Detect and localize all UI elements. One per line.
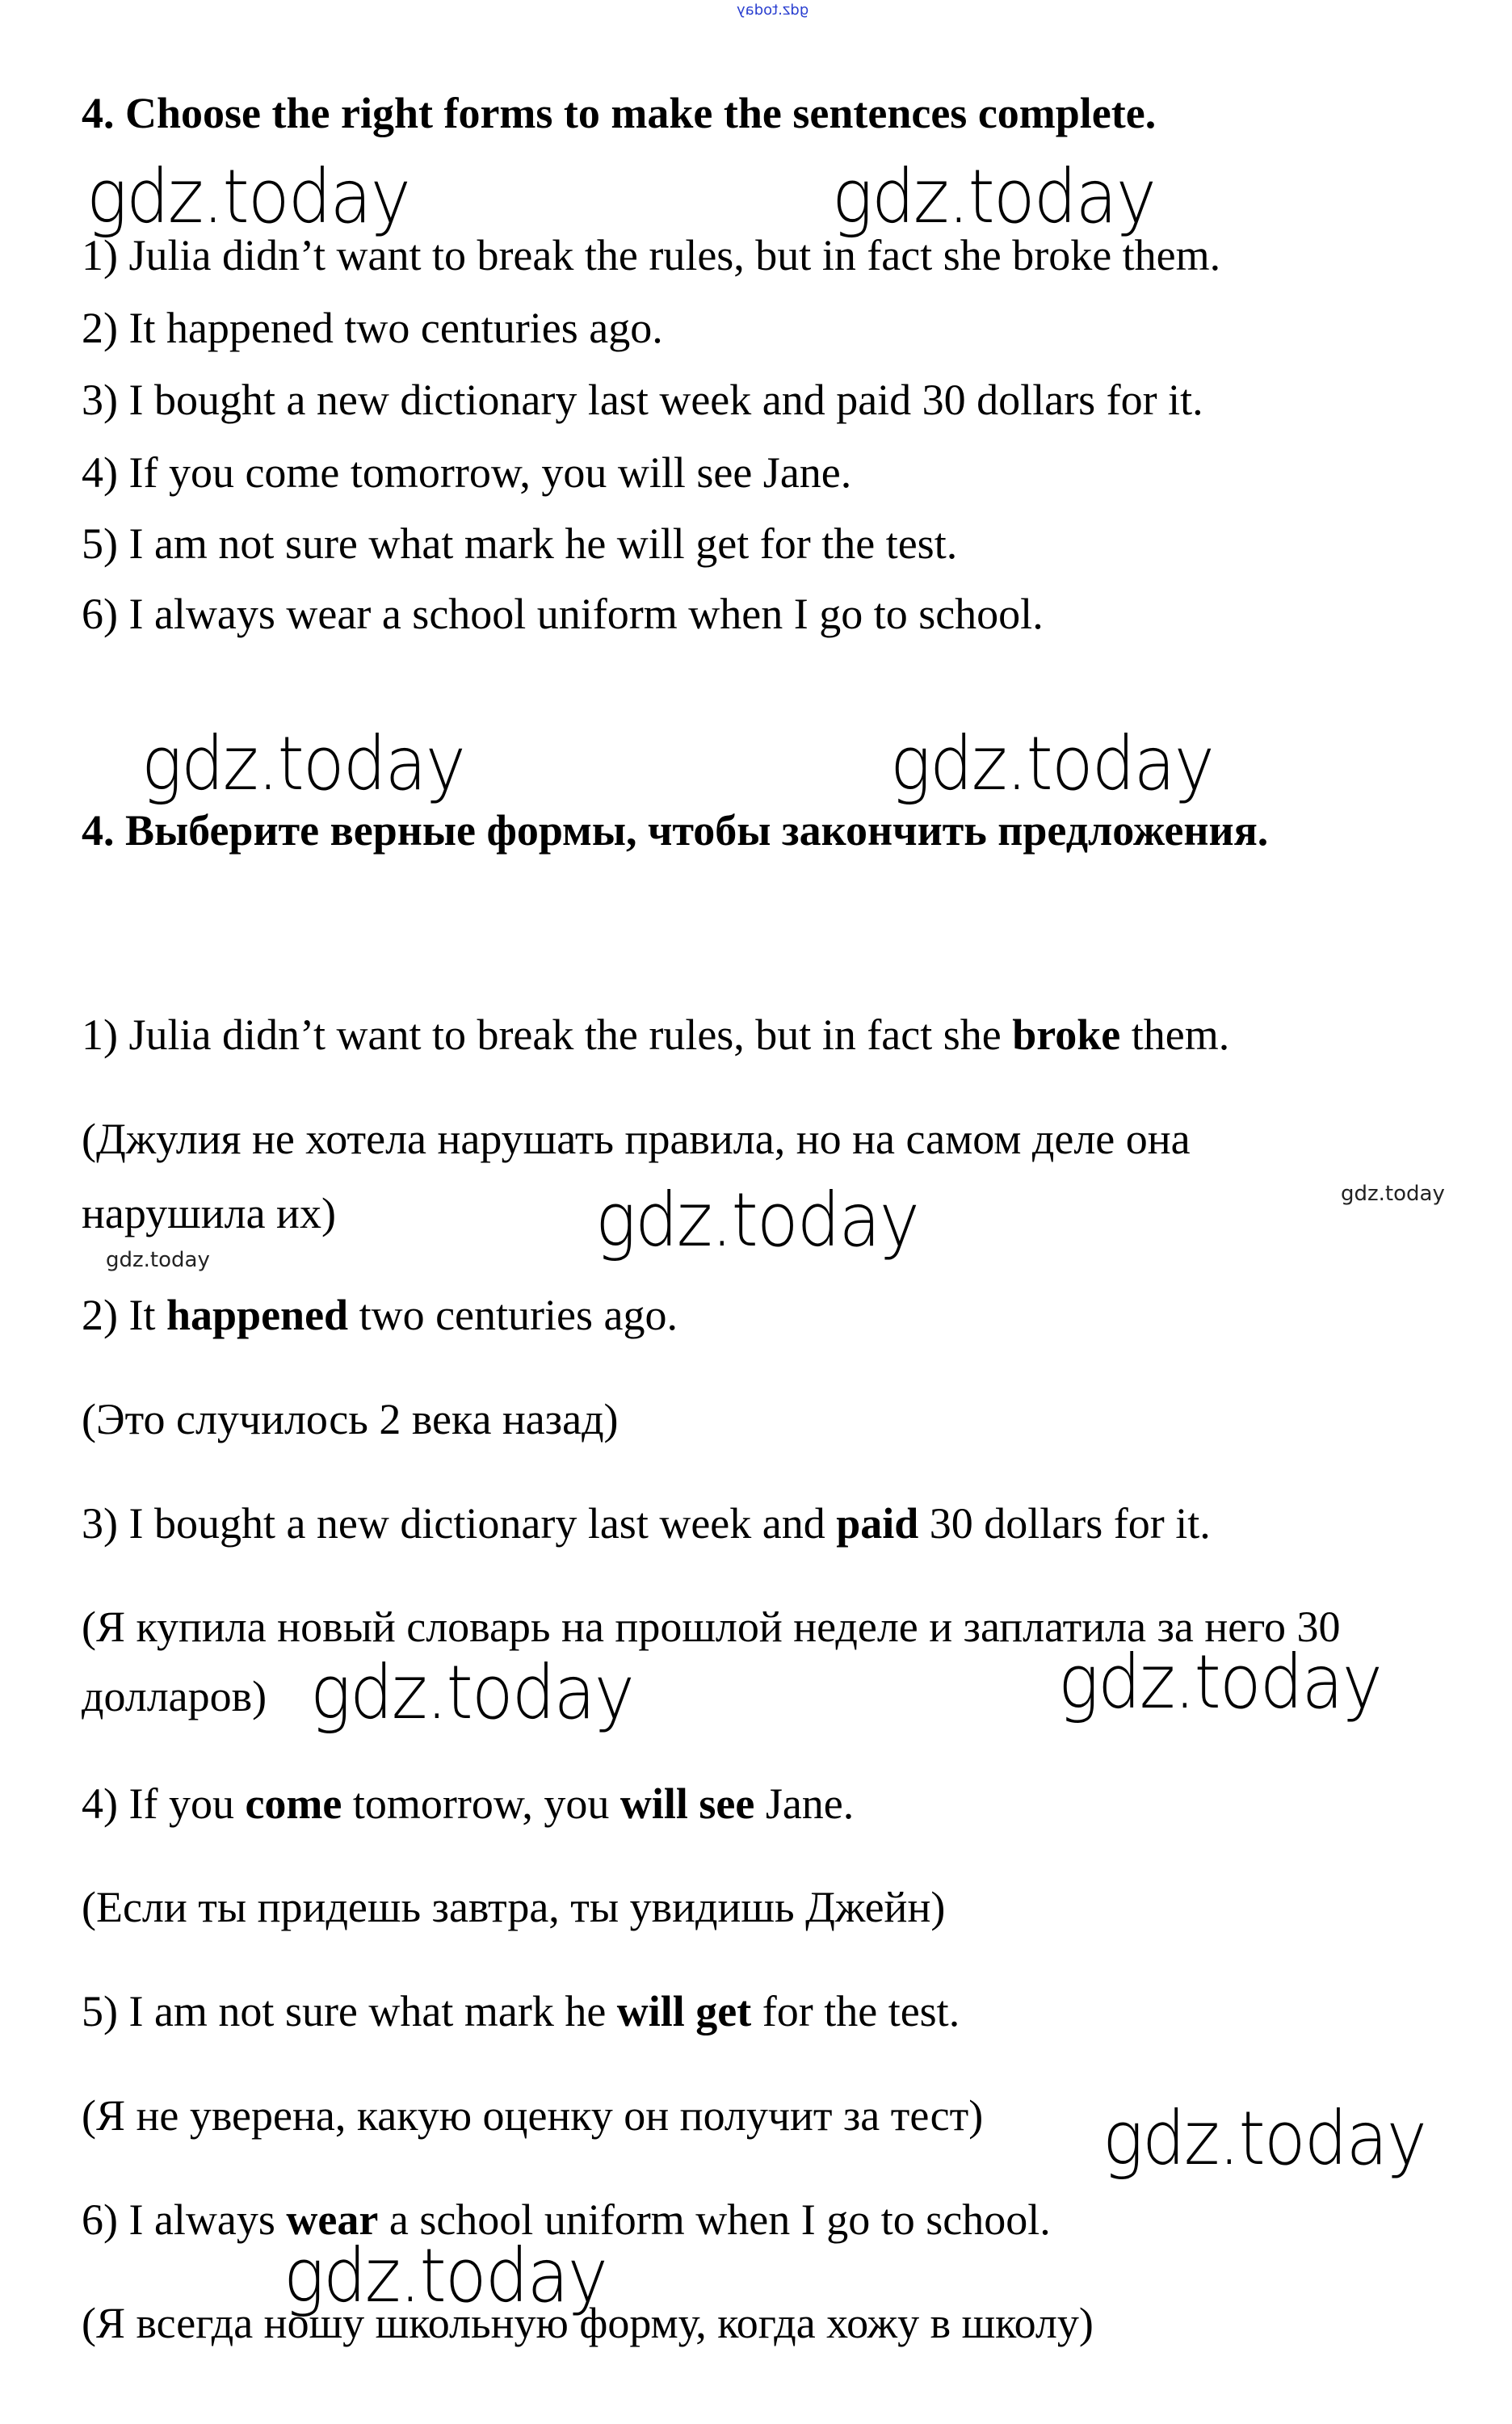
answer-text: 6) I always <box>82 2195 287 2244</box>
watermark: gdz.today <box>1058 1639 1381 1725</box>
sentence-5: 5) I am not sure what mark he will get for the test. <box>82 519 958 568</box>
answer-bold: will get <box>616 1987 752 2035</box>
exercise-title-ru: 4. Выберите верные формы, чтобы закончить предложения. <box>82 806 1269 855</box>
answer-bold: wear <box>286 2195 379 2244</box>
answer-3 <box>82 1499 1211 1548</box>
answer-text: 1) Julia didn’t want to break the rules, but in fact she <box>82 1010 1013 1059</box>
sentence-2: 2) It happened two centuries ago. <box>82 304 663 352</box>
translation-3a: (Я купила новый словарь на прошлой неделе и заплатила за него 30 <box>82 1603 1341 1651</box>
translation-3b: долларов) <box>82 1672 267 1720</box>
answer-bold: paid <box>836 1499 919 1548</box>
answer-text: Jane. <box>754 1779 855 1828</box>
translation-4: (Если ты придешь завтра, ты увидишь Джейн) <box>82 1883 946 1931</box>
answer-text: two centuries ago. <box>348 1291 678 1339</box>
watermark: gdz.today <box>1102 2095 1426 2182</box>
answer-text: 3) I bought a new dictionary last week and <box>82 1499 837 1548</box>
watermark-small: gdz.today <box>1341 1182 1445 1206</box>
answer-text: tomorrow, you <box>342 1779 620 1828</box>
watermark-top: gdz.today <box>737 2 809 19</box>
answer-text: 4) If you <box>82 1779 246 1828</box>
answer-text: a school uniform when I go to school. <box>378 2195 1051 2244</box>
answer-text: them. <box>1120 1010 1230 1059</box>
watermark: gdz.today <box>832 153 1155 240</box>
sentence-1: 1) Julia didn’t want to break the rules, but in fact she broke them. <box>82 231 1221 279</box>
answer-bold: will see <box>620 1779 755 1828</box>
translation-5: (Я не уверена, какую оценку он получит за тест) <box>82 2091 984 2140</box>
answer-text: for the test. <box>751 1987 960 2035</box>
sentence-3: 3) I bought a new dictionary last week and paid 30 dollars for it. <box>82 376 1203 424</box>
translation-1b: нарушила их) <box>82 1189 336 1237</box>
answer-4 <box>82 1779 854 1828</box>
watermark: gdz.today <box>595 1177 918 1263</box>
watermark: gdz.today <box>310 1649 633 1736</box>
translation-2: (Это случилось 2 века назад) <box>82 1395 619 1443</box>
answer-bold: happened <box>166 1291 349 1339</box>
watermark-small: gdz.today <box>106 1248 210 1272</box>
answer-5 <box>82 1987 960 2035</box>
watermark: gdz.today <box>141 720 464 807</box>
translation-1a: (Джулия не хотела нарушать правила, но на самом деле она <box>82 1115 1191 1163</box>
watermark: gdz.today <box>86 153 410 240</box>
answer-bold: broke <box>1012 1010 1121 1059</box>
sentence-6: 6) I always wear a school uniform when I go to school. <box>82 590 1044 638</box>
answer-1 <box>82 1010 1229 1059</box>
answer-text: 30 dollars for it. <box>918 1499 1211 1548</box>
translation-6: (Я всегда ношу школьную форму, когда хожу в школу) <box>82 2299 1094 2347</box>
watermark: gdz.today <box>284 2233 607 2319</box>
answer-bold: come <box>245 1779 342 1828</box>
answer-2 <box>82 1291 678 1339</box>
sentence-4: 4) If you come tomorrow, you will see Jane. <box>82 448 852 497</box>
answer-text: 5) I am not sure what mark he <box>82 1987 617 2035</box>
answer-text: 2) It <box>82 1291 166 1339</box>
watermark: gdz.today <box>890 720 1213 807</box>
exercise-title-en: 4. Choose the right forms to make the sentences complete. <box>82 89 1157 137</box>
